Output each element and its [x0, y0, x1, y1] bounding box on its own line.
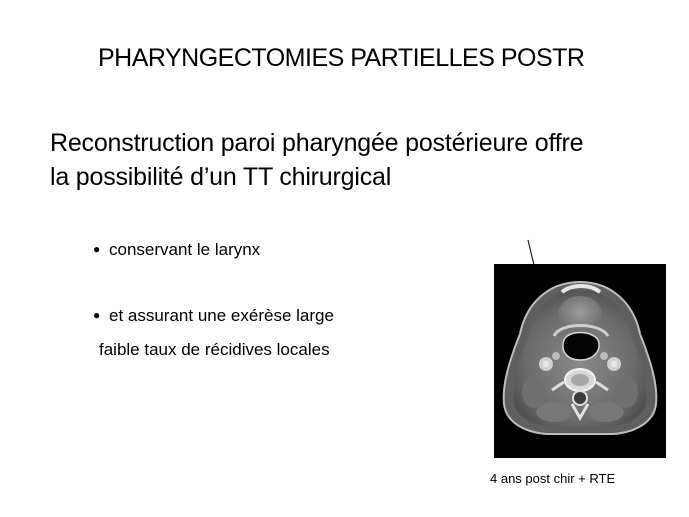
bullet-dot-icon: ●: [93, 308, 101, 322]
bullet-item-2: [93, 306, 334, 326]
ct-scan-image: [494, 264, 666, 458]
bullet-dot-icon: ●: [93, 242, 101, 256]
body-text: [50, 126, 583, 194]
sub-text: faible taux de récidives locales: [99, 340, 330, 359]
image-caption: 4 ans post chir + RTE: [490, 471, 616, 486]
bullet-text-1: conservant le larynx: [109, 240, 261, 259]
bullet-item-1: [93, 240, 260, 260]
body-line-1: Reconstruction paroi pharyngée postérieure offre: [50, 129, 584, 157]
bullet-text-2: et assurant une exérèse large: [109, 306, 334, 325]
body-line-2: la possibilité d’un TT chirurgical: [50, 163, 392, 191]
slide-title: PHARYNGECTOMIES PARTIELLES POSTR: [98, 44, 585, 72]
